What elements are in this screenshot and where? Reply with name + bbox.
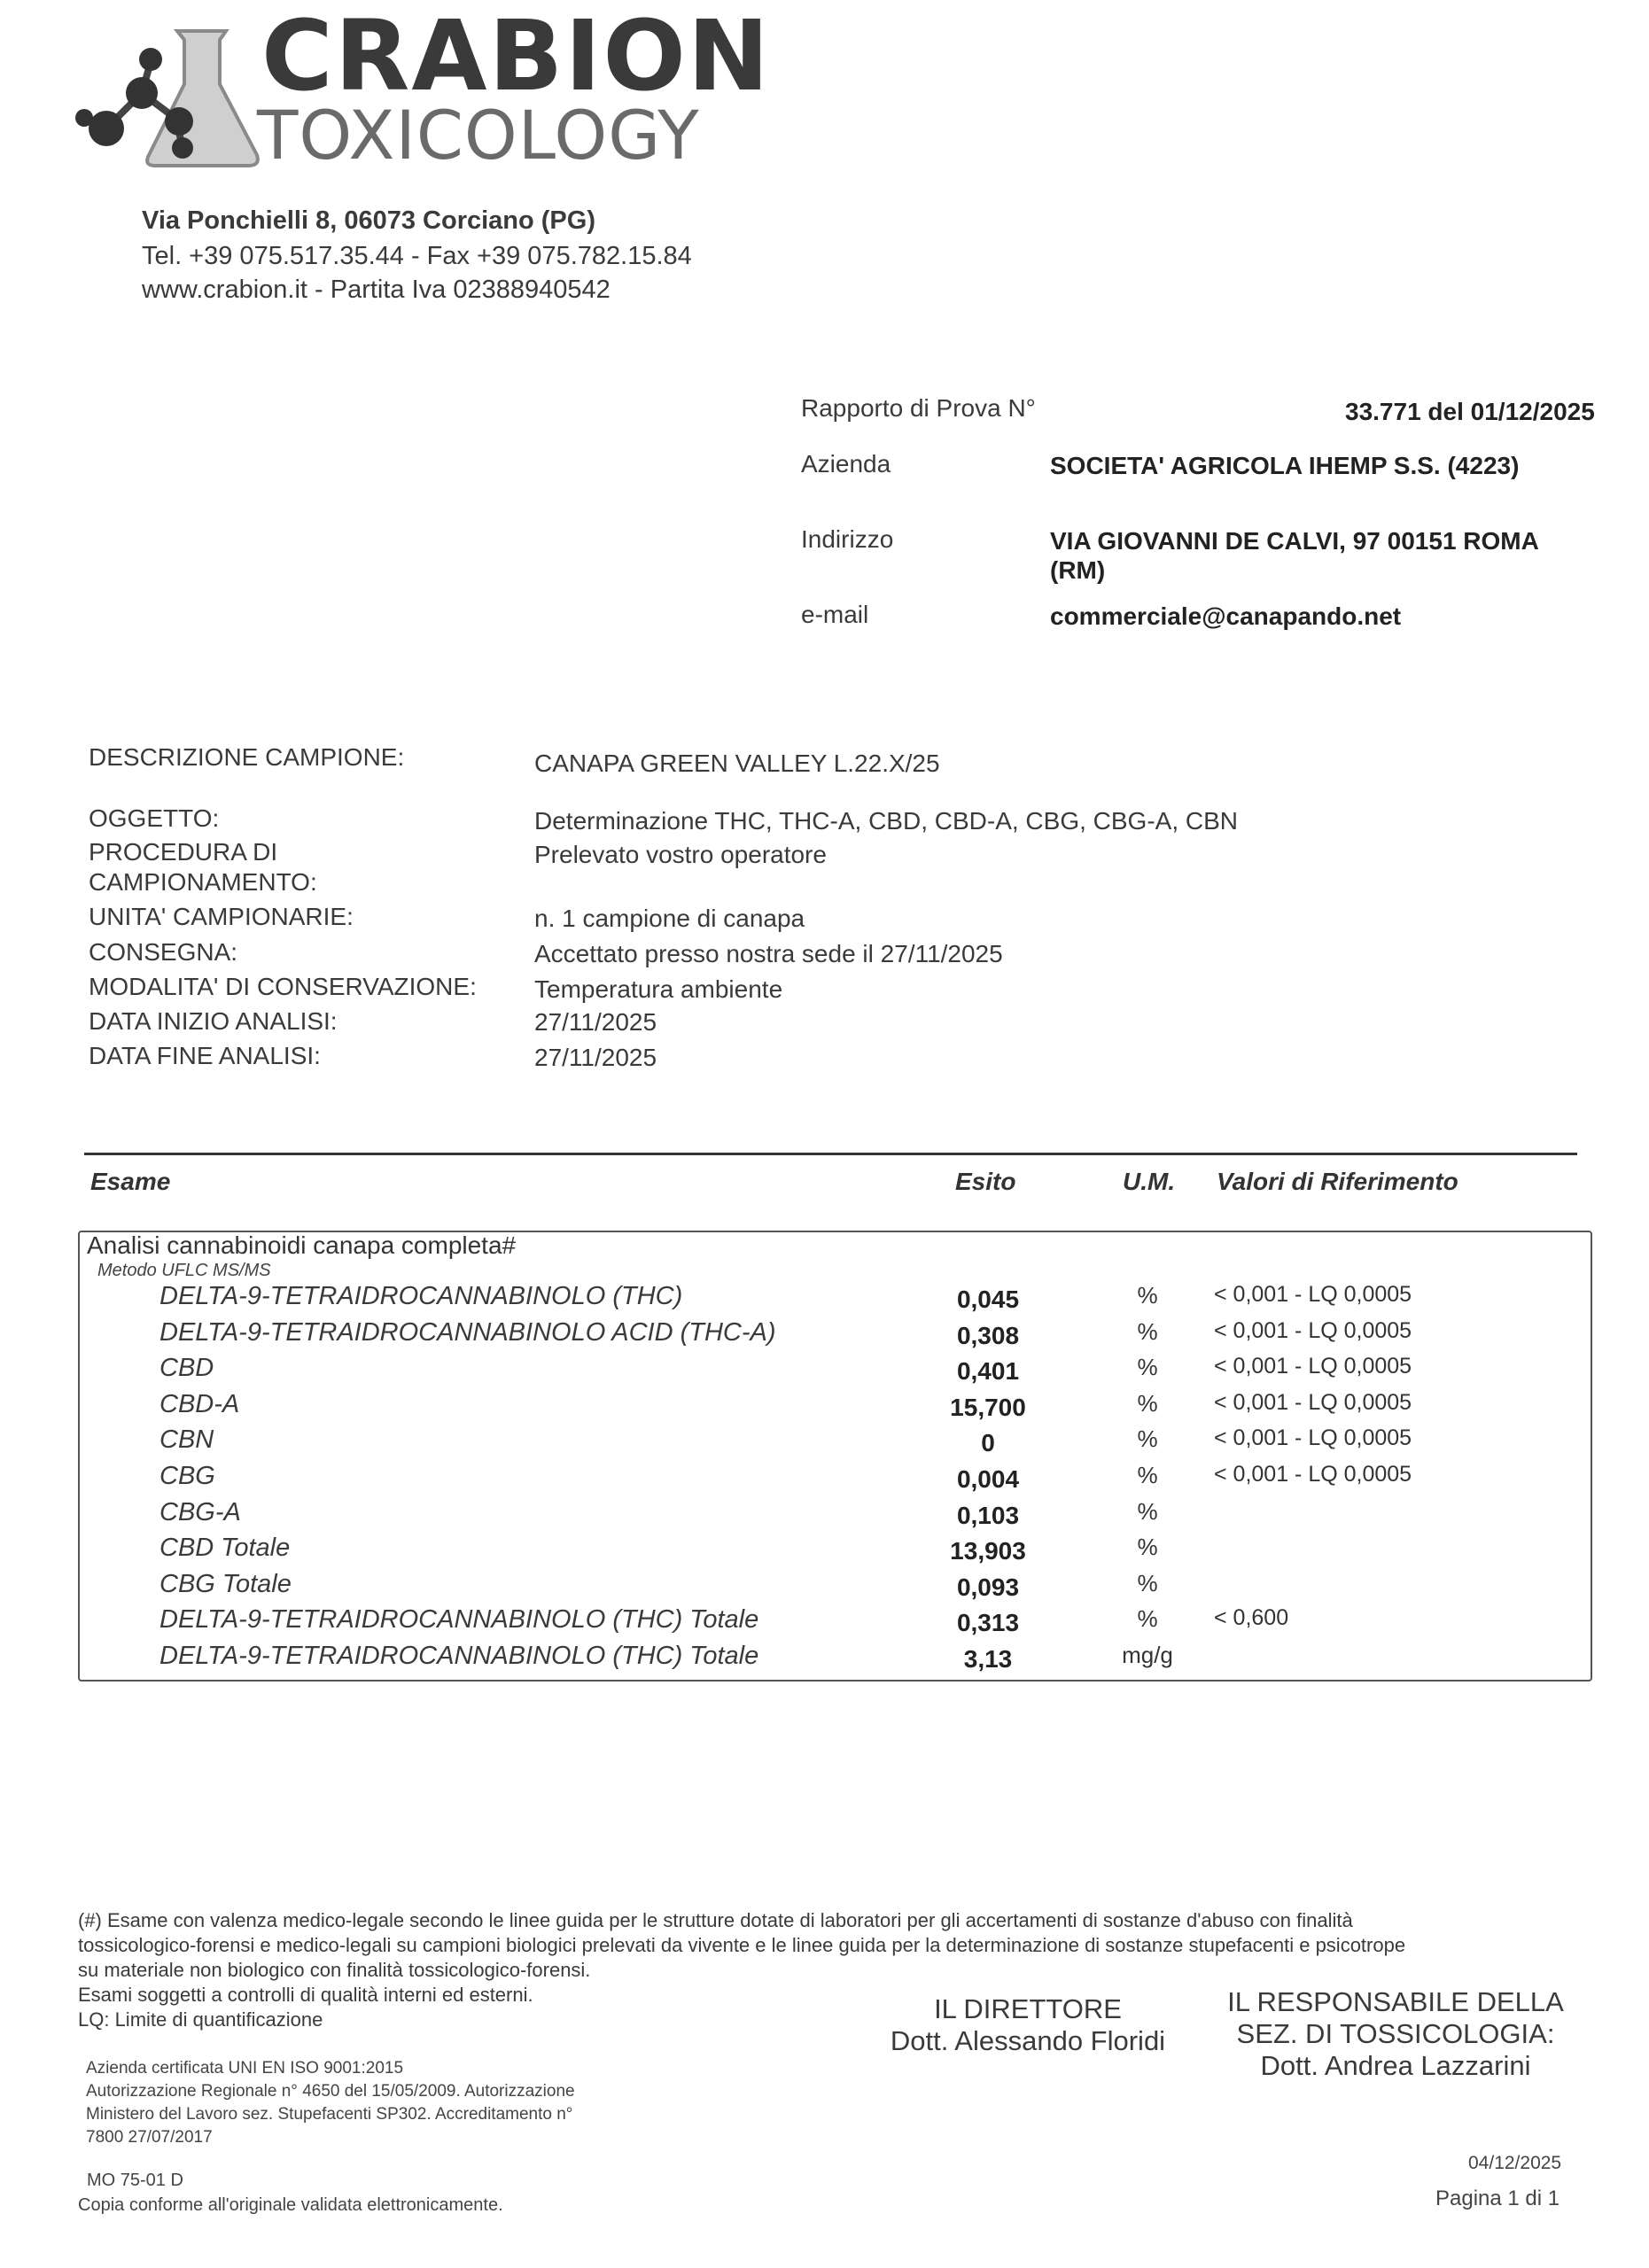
object-label: OGGETTO: [89, 804, 220, 832]
footer-note-line: (#) Esame con valenza medico-legale secondo le linee guida per le strutture dotate di laboratori per gli accertamenti di sostanze d'abuso con finalità [78, 1909, 1353, 1931]
analyte-unit: % [1137, 1534, 1158, 1560]
director-title: IL DIRETTORE [934, 1993, 1122, 2024]
email-label: e-mail [801, 601, 869, 628]
analyte-name: CBG Totale [159, 1570, 292, 1598]
logo-wordmark: CRABION [261, 0, 771, 113]
analyte-result: 3,13 [963, 1645, 1013, 1673]
company-value: SOCIETA' AGRICOLA IHEMP S.S. (4223) [1050, 452, 1520, 479]
analyte-result: 0,313 [956, 1609, 1020, 1636]
analyte-result: 0,004 [956, 1465, 1020, 1493]
responsible-title-line2: SEZ. DI TOSSICOLOGIA: [1236, 2018, 1555, 2049]
analyte-result: 0,103 [956, 1502, 1020, 1529]
sampling-procedure-label-line1: PROCEDURA DI [89, 838, 278, 866]
analyte-reference: < 0,001 - LQ 0,0005 [1214, 1425, 1412, 1450]
page-number: Pagina 1 di 1 [1435, 2186, 1560, 2210]
analyte-name: CBG [159, 1462, 215, 1490]
analyte-reference: < 0,001 - LQ 0,0005 [1214, 1390, 1412, 1415]
responsible-name: Dott. Andrea Lazzarini [1260, 2050, 1531, 2081]
delivery-value: Accettato presso nostra sede il 27/11/2025 [534, 940, 1003, 967]
column-header-reference: Valori di Riferimento [1217, 1168, 1458, 1195]
table-row [0, 1642, 1649, 1677]
analyte-unit: % [1137, 1498, 1158, 1525]
director-name: Dott. Alessando Floridi [890, 2025, 1166, 2056]
sampling-procedure-label-line2: CAMPIONAMENTO: [89, 868, 317, 896]
director-signature-block [868, 1993, 1187, 2057]
analyte-result: 0,308 [956, 1322, 1020, 1349]
responsible-signature-block [1218, 1986, 1573, 2082]
report-number-value: 33.771 del 01/12/2025 [1345, 398, 1595, 425]
address-value-line1: VIA GIOVANNI DE CALVI, 97 00151 ROMA [1050, 527, 1539, 555]
table-row [0, 1570, 1649, 1605]
sampling-procedure-label [89, 837, 317, 897]
analysis-start-label: DATA INIZIO ANALISI: [89, 1007, 338, 1035]
table-row [0, 1318, 1649, 1354]
certifications [86, 2057, 575, 2149]
analyte-result: 0 [981, 1429, 995, 1456]
analyte-name: DELTA-9-TETRAIDROCANNABINOLO (THC) Totale [159, 1642, 759, 1670]
analysis-end-label: DATA FINE ANALISI: [89, 1042, 321, 1069]
certification-line: Ministero del Lavoro sez. Stupefacenti SP302. Accreditamento n° [86, 2105, 573, 2124]
document-date: 04/12/2025 [1468, 2153, 1562, 2173]
logo-subtitle: TOXICOLOGY [257, 96, 700, 175]
form-code: MO 75-01 D [87, 2171, 183, 2190]
company-label: Azienda [801, 450, 891, 478]
table-row [0, 1425, 1649, 1461]
sample-description-value: CANAPA GREEN VALLEY L.22.X/25 [534, 750, 940, 777]
analyte-reference: < 0,001 - LQ 0,0005 [1214, 1318, 1412, 1343]
object-value: Determinazione THC, THC-A, CBD, CBD-A, CBG, CBG-A, CBN [534, 807, 1239, 835]
analyte-unit: % [1137, 1354, 1158, 1380]
analyte-result: 15,700 [950, 1394, 1026, 1421]
analyte-reference: < 0,001 - LQ 0,0005 [1214, 1354, 1412, 1379]
footer-note-line: tossicologico-forensi e medico-legali su campioni biologici prelevati da vivente e le linee guida per la determinazione di sostanze stupefacenti e psicotrope [78, 1934, 1406, 1956]
logo [71, 13, 275, 173]
certification-line: Azienda certificata UNI EN ISO 9001:2015 [86, 2059, 404, 2078]
analyte-name: CBN [159, 1425, 214, 1454]
analyte-result: 0,093 [956, 1573, 1020, 1601]
analyte-result: 13,903 [950, 1537, 1026, 1565]
lab-phone: Tel. +39 075.517.35.44 - Fax +39 075.782.15.84 [142, 242, 692, 270]
storage-value: Temperatura ambiente [534, 975, 783, 1003]
table-row [0, 1354, 1649, 1389]
table-row [0, 1282, 1649, 1317]
table-row [0, 1534, 1649, 1569]
address-label: Indirizzo [801, 525, 894, 553]
analysis-method: Metodo UFLC MS/MS [97, 1261, 271, 1280]
table-row [0, 1498, 1649, 1534]
lab-web: www.crabion.it - Partita Iva 02388940542 [142, 276, 611, 304]
report-number-label: Rapporto di Prova N° [801, 394, 1036, 422]
column-header-esame: Esame [90, 1168, 171, 1195]
analyte-unit: % [1137, 1390, 1158, 1417]
analyte-unit: % [1137, 1462, 1158, 1488]
sample-description-label: DESCRIZIONE CAMPIONE: [89, 743, 405, 771]
analysis-group-title: Analisi cannabinoidi canapa completa# [87, 1231, 517, 1259]
column-header-um: U.M. [1123, 1168, 1176, 1195]
analyte-unit: % [1137, 1425, 1158, 1452]
responsible-title-line1: IL RESPONSABILE DELLA [1227, 1986, 1564, 2017]
analyte-unit: % [1137, 1570, 1158, 1596]
analyte-name: CBD-A [159, 1390, 240, 1418]
analyte-name: CBG-A [159, 1498, 241, 1526]
analyte-name: DELTA-9-TETRAIDROCANNABINOLO ACID (THC-A) [159, 1318, 776, 1347]
storage-label: MODALITA' DI CONSERVAZIONE: [89, 973, 477, 1000]
table-row [0, 1462, 1649, 1497]
analyte-unit: % [1137, 1282, 1158, 1309]
analyte-name: DELTA-9-TETRAIDROCANNABINOLO (THC) Totale [159, 1605, 759, 1634]
column-header-esito: Esito [955, 1168, 1016, 1195]
analyte-reference: < 0,600 [1214, 1605, 1289, 1630]
analyte-unit: % [1137, 1605, 1158, 1632]
delivery-label: CONSEGNA: [89, 938, 238, 966]
analyte-result: 0,045 [956, 1285, 1020, 1313]
certification-line: 7800 27/07/2017 [86, 2128, 213, 2147]
analyte-unit: % [1137, 1318, 1158, 1345]
address-value-line2: (RM) [1050, 556, 1106, 584]
sampling-procedure-value: Prelevato vostro operatore [534, 841, 827, 868]
analysis-end-value: 27/11/2025 [534, 1044, 657, 1071]
analyte-unit: mg/g [1122, 1642, 1173, 1668]
email-value: commerciale@canapando.net [1050, 602, 1402, 630]
analyte-reference: < 0,001 - LQ 0,0005 [1214, 1462, 1412, 1487]
footer-note-line: LQ: Limite di quantificazione [78, 2008, 323, 2031]
flask-molecule-icon [71, 13, 275, 173]
analysis-start-value: 27/11/2025 [534, 1008, 657, 1036]
sample-units-value: n. 1 campione di canapa [534, 905, 805, 932]
footer-note-line: Esami soggetti a controlli di qualità interni ed esterni. [78, 1984, 533, 2006]
table-row [0, 1605, 1649, 1641]
table-top-rule [84, 1153, 1577, 1155]
footer-note-line: su materiale non biologico con finalità tossicologico-forensi. [78, 1959, 591, 1981]
analyte-name: CBD [159, 1354, 214, 1382]
sample-units-label: UNITA' CAMPIONARIE: [89, 903, 354, 930]
analyte-name: CBD Totale [159, 1534, 291, 1562]
table-row [0, 1390, 1649, 1425]
analyte-reference: < 0,001 - LQ 0,0005 [1214, 1282, 1412, 1307]
analyte-name: DELTA-9-TETRAIDROCANNABINOLO (THC) [159, 1282, 683, 1310]
lab-address: Via Ponchielli 8, 06073 Corciano (PG) [142, 206, 595, 235]
copy-note: Copia conforme all'originale validata elettronicamente. [78, 2195, 503, 2215]
analyte-result: 0,401 [956, 1357, 1020, 1385]
certification-line: Autorizzazione Regionale n° 4650 del 15/05/2009. Autorizzazione [86, 2082, 575, 2101]
